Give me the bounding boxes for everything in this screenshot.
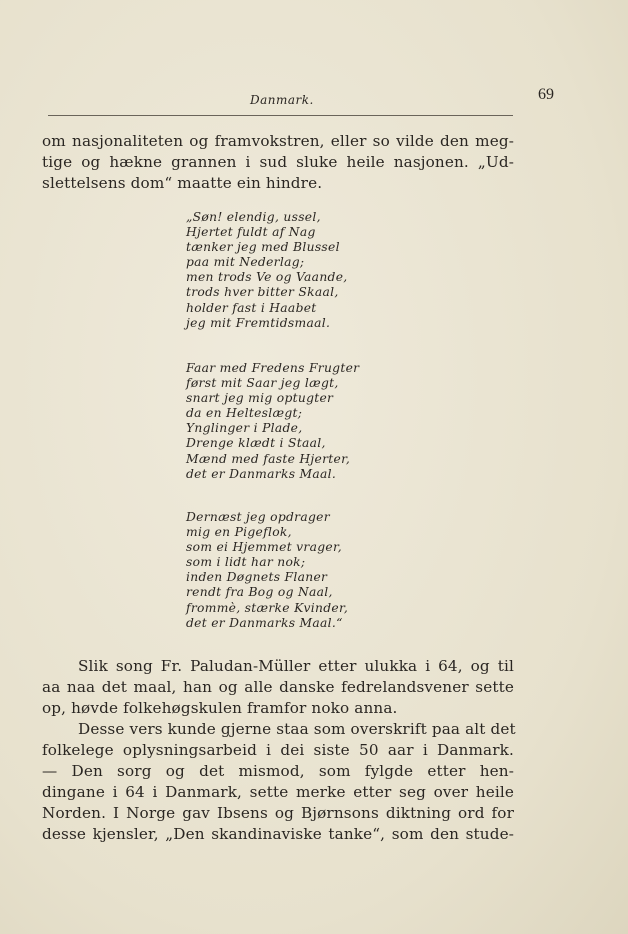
verse-line: som i lidt har nok;	[186, 555, 306, 570]
verse-line: det er Danmarks Maal.	[186, 466, 337, 481]
text-line: slettelsens dom“ maatte ein hindre.	[42, 174, 323, 192]
verse-line: frommè, stærke Kvinder,	[186, 600, 349, 615]
text-line: Norden. I Norge gav Ibsens og Bjørnsons diktning ord for	[42, 804, 514, 822]
verse-line: men trods Ve og Vaande,	[186, 270, 348, 285]
verse-line: det er Danmarks Maal.“	[186, 615, 343, 630]
verse-line: først mit Saar jeg lægt,	[186, 376, 339, 391]
text-line: aa naa det maal, han og alle danske fedrelandsvener sette	[42, 678, 514, 696]
header-rule	[48, 115, 513, 116]
poem-stanza-1	[186, 210, 406, 331]
verse-line: tænker jeg med Blussel	[186, 240, 340, 255]
closing-paragraphs	[42, 656, 514, 845]
verse-line: da en Helteslægt;	[186, 406, 303, 421]
text-line: folkelege oplysningsarbeid i dei siste 50 aar i Danmark.	[42, 741, 514, 759]
verse-line: Drenge klædt i Staal,	[186, 436, 326, 451]
verse-line: holder fast i Haabet	[186, 300, 317, 315]
verse-line: Hjertet fuldt af Nag	[186, 225, 316, 240]
verse-line: inden Døgnets Flaner	[186, 570, 328, 585]
text-line: om nasjonaliteten og framvokstren, eller so vilde den meg-	[42, 132, 514, 150]
verse-line: Faar med Fredens Frugter	[186, 361, 360, 375]
verse-line: jeg mit Fremtidsmaal.	[186, 315, 331, 330]
verse-line: Mænd med faste Hjerter,	[186, 451, 351, 466]
text-line: Desse vers kunde gjerne staa som overskrift paa alt det	[78, 720, 516, 738]
verse-line: „Søn! elendig, ussel,	[186, 210, 321, 224]
opening-paragraph	[42, 131, 514, 194]
text-line: Slik song Fr. Paludan-Müller etter ulukka i 64, og til	[78, 657, 514, 675]
verse-line: trods hver bitter Skaal,	[186, 285, 339, 300]
text-line: — Den sorg og det mismod, som fylgde etter hen-	[42, 762, 514, 780]
verse-line: rendt fra Bog og Naal,	[186, 585, 333, 600]
text-line: dingane i 64 i Danmark, sette merke etter seg over heile	[42, 783, 514, 801]
verse-line: Dernæst jeg opdrager	[186, 510, 330, 524]
text-line: tige og hækne grannen i sud sluke heile nasjonen. „Ud-	[42, 153, 514, 171]
poem-stanza-3	[186, 510, 406, 631]
verse-line: paa mit Nederlag;	[186, 255, 305, 270]
poem-stanza-2	[186, 361, 406, 482]
page-number: 69	[538, 86, 554, 103]
running-title: Danmark.	[250, 93, 314, 107]
verse-line: mig en Pigeflok,	[186, 525, 292, 540]
verse-line: snart jeg mig optugter	[186, 391, 334, 406]
verse-line: Ynglinger i Plade,	[186, 421, 303, 436]
verse-line: som ei Hjemmet vrager,	[186, 540, 343, 555]
text-line: desse kjensler, „Den skandinaviske tanke“, som den stude-	[42, 825, 514, 843]
text-line: op, høvde folkehøgskulen framfor noko anna.	[42, 699, 398, 717]
running-header	[44, 86, 554, 112]
